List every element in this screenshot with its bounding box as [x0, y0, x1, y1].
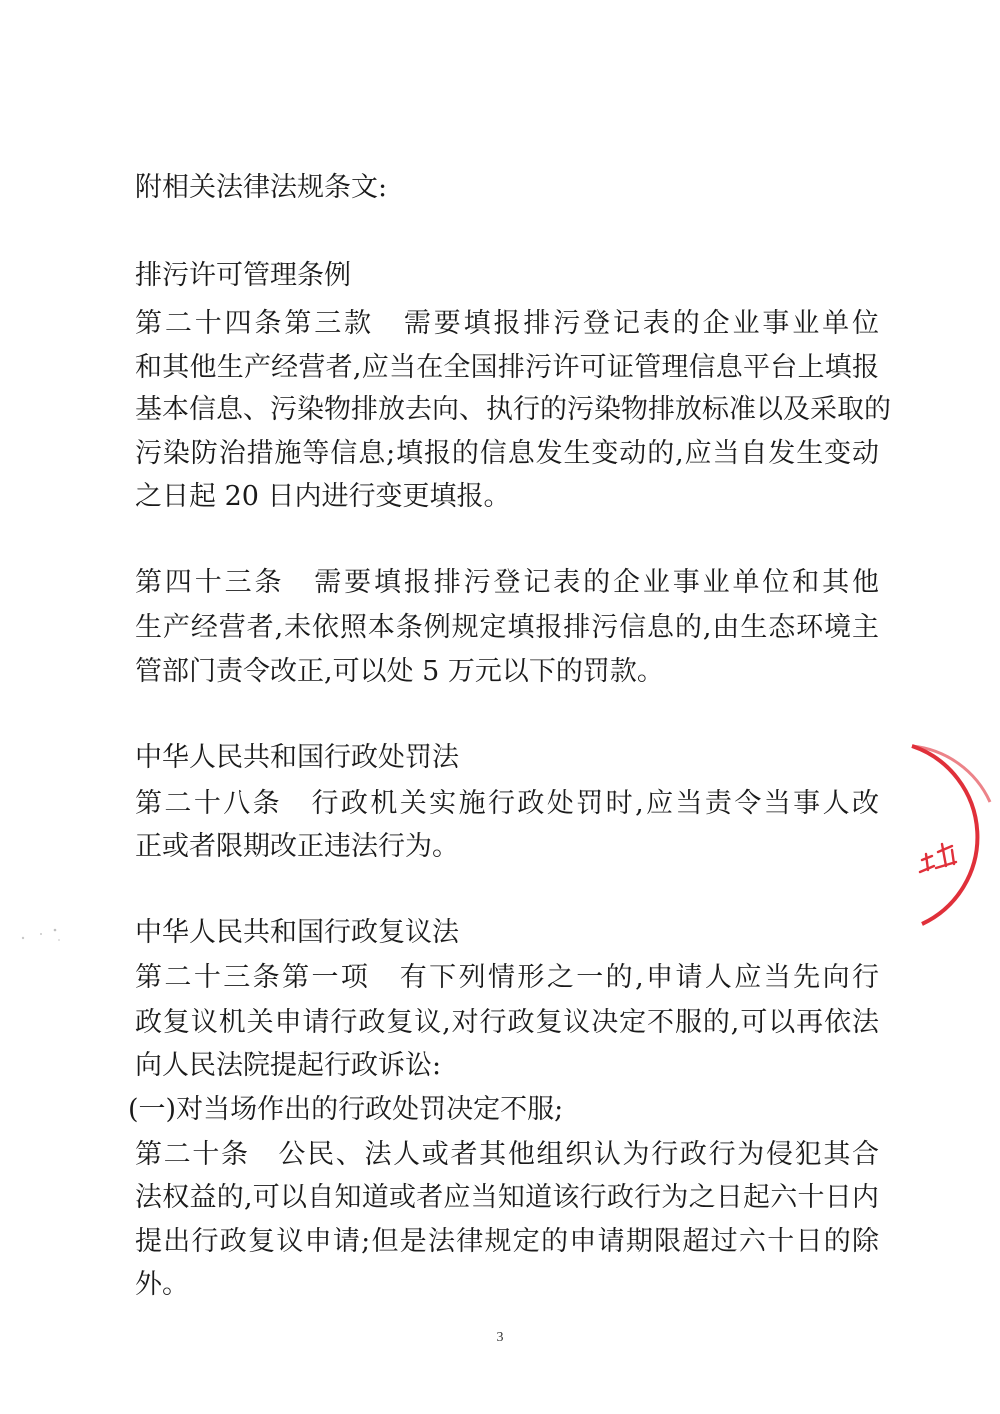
intro-heading: 附相关法律法规条文:: [135, 172, 388, 203]
section-title: 排污许可管理条例: [135, 260, 351, 291]
scan-specks: [15, 920, 75, 950]
section-title: 中华人民共和国行政处罚法: [135, 742, 459, 773]
article-line: 第二十八条 行政机关实施行政处罚时,应当责令当事人改: [135, 788, 879, 819]
page-number: 3: [496, 1330, 504, 1345]
article-line: 之日起 20 日内进行变更填报。: [135, 481, 511, 512]
article-line: 第四十三条 需要填报排污登记表的企业事业单位和其他: [135, 567, 879, 598]
article-line: 正或者限期改正违法行为。: [135, 831, 459, 862]
article-line: 管部门责令改正,可以处 5 万元以下的罚款。: [135, 656, 664, 687]
article-line: 第二十条 公民、法人或者其他组织认为行政行为侵犯其合: [135, 1139, 879, 1170]
article-line: (一)对当场作出的行政处罚决定不服;: [128, 1094, 564, 1125]
article-line: 和其他生产经营者,应当在全国排污许可证管理信息平台上填报: [135, 352, 879, 383]
article-line: 基本信息、污染物排放去向、执行的污染物排放标准以及采取的: [135, 394, 891, 425]
official-seal-stamp: [862, 742, 992, 932]
article-line: 向人民法院提起行政诉讼:: [135, 1050, 442, 1081]
article-line: 生产经营者,未依照本条例规定填报排污信息的,由生态环境主: [135, 612, 879, 643]
article-line: 第二十三条第一项 有下列情形之一的,申请人应当先向行: [135, 962, 879, 993]
article-line: 污染防治措施等信息;填报的信息发生变动的,应当自发生变动: [135, 438, 879, 469]
article-line: 第二十四条第三款 需要填报排污登记表的企业事业单位: [135, 308, 879, 339]
article-line: 提出行政复议申请;但是法律规定的申请期限超过六十日的除: [135, 1226, 879, 1257]
section-title: 中华人民共和国行政复议法: [135, 917, 459, 948]
article-line: 外。: [135, 1269, 189, 1300]
article-line: 法权益的,可以自知道或者应当知道该行政行为之日起六十日内: [135, 1182, 879, 1213]
article-line: 政复议机关申请行政复议,对行政复议决定不服的,可以再依法: [135, 1007, 879, 1038]
